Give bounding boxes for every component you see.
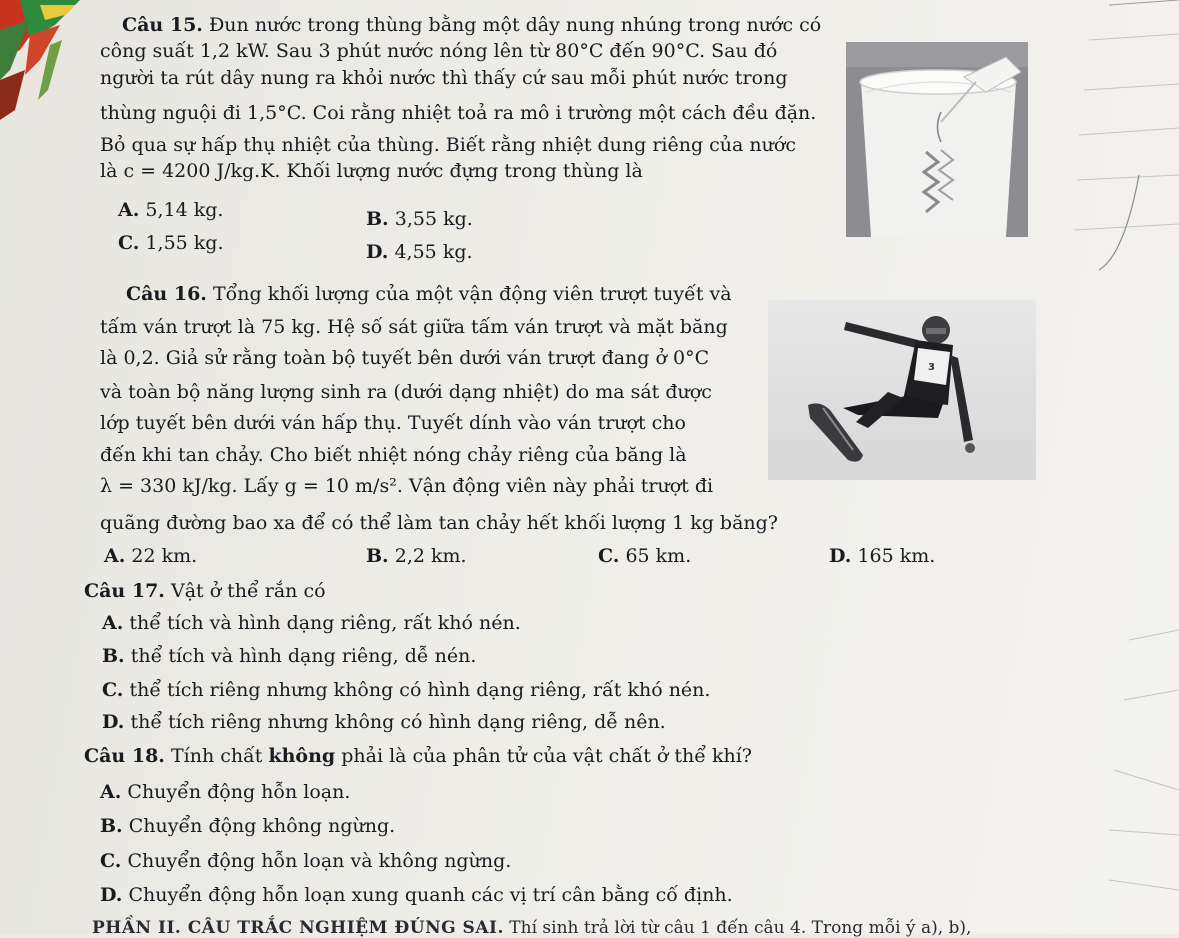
q15-line-2: công suất 1,2 kW. Sau 3 phút nước nóng lên từ 80°C đến 90°C. Sau đó <box>100 40 778 62</box>
q16-line-2: tấm ván trượt là 75 kg. Hệ số sát giữa tấm ván trượt và mặt băng <box>100 316 728 338</box>
q15-option-d: D. 4,55 kg. <box>366 241 473 263</box>
book-cover-edge <box>0 0 110 120</box>
q17-option-a: A. thể tích và hình dạng riêng, rất khó nén. <box>102 612 521 634</box>
q15-option-a: A. 5,14 kg. <box>118 199 224 221</box>
q15-line-5: Bỏ qua sự hấp thụ nhiệt của thùng. Biết rằng nhiệt dung riêng của nước <box>100 134 796 156</box>
q16-line-3: là 0,2. Giả sử rằng toàn bộ tuyết bên dưới ván trượt đang ở 0°C <box>100 347 710 369</box>
q18-option-c: C. Chuyển động hỗn loạn và không ngừng. <box>100 850 512 872</box>
q16-label: Câu 16. <box>126 283 207 305</box>
q17-label: Câu 17. <box>84 580 165 602</box>
snowboarder-figure <box>768 300 1036 480</box>
section-heading-part-2: PHẦN II. CÂU TRẮC NGHIỆM ĐÚNG SAI. Thí sinh trả lời từ câu 1 đến câu 4. Trong mỗi ý a), b), <box>92 918 972 938</box>
q16-line-7: λ = 330 kJ/kg. Lấy g = 10 m/s². Vận động viên này phải trượt đi <box>100 475 714 497</box>
q16-option-b: B. 2,2 km. <box>366 545 467 567</box>
q16-line-1: Câu 16. Tổng khối lượng của một vận động viên trượt tuyết và <box>126 283 732 305</box>
q18-option-b: B. Chuyển động không ngừng. <box>100 815 396 837</box>
q16-line-6: đến khi tan chảy. Cho biết nhiệt nóng chảy riêng của băng là <box>100 444 687 466</box>
svg-text:3: 3 <box>928 362 935 373</box>
q15-line-6: là c = 4200 J/kg.K. Khối lượng nước đựng trong thùng là <box>100 160 643 182</box>
q15-option-c: C. 1,55 kg. <box>118 232 224 254</box>
q15-text-1: Đun nước trong thùng bằng một dây nung nhúng trong nước có <box>208 14 822 36</box>
q16-line-5: lớp tuyết bên dưới ván hấp thụ. Tuyết dính vào ván trượt cho <box>100 412 686 434</box>
q15-line-3: người ta rút dây nung ra khỏi nước thì thấy cứ sau mỗi phút nước trong <box>100 67 788 89</box>
q16-option-a: A. 22 km. <box>104 545 198 567</box>
bucket-figure <box>846 42 1028 237</box>
q17-option-b: B. thể tích và hình dạng riêng, dễ nén. <box>102 645 477 667</box>
q16-line-8: quãng đường bao xa để có thể làm tan chảy hết khối lượng 1 kg băng? <box>100 512 778 534</box>
q18-label: Câu 18. <box>84 745 165 767</box>
snowboarder-photo-icon <box>768 300 1036 480</box>
q15-label: Câu 15. <box>122 14 203 36</box>
q17-option-c: C. thể tích riêng nhưng không có hình dạng riêng, rất khó nén. <box>102 679 711 701</box>
bucket-with-heater-icon <box>846 42 1028 237</box>
q15-line-4: thùng nguội đi 1,5°C. Coi rằng nhiệt toả ra mô i trường một cách đều đặn. <box>100 102 817 124</box>
q18-stem-emphasis: không <box>268 745 336 767</box>
q18-option-a: A. Chuyển động hỗn loạn. <box>100 781 351 803</box>
q18-stem: Câu 18. Tính chất không phải là của phân tử của vật chất ở thể khí? <box>84 745 752 767</box>
q16-option-c: C. 65 km. <box>598 545 692 567</box>
q18-option-d: D. Chuyển động hỗn loạn xung quanh các vị trí cân bằng cố định. <box>100 884 733 906</box>
q15-line-1 <box>122 14 821 36</box>
q17-stem: Câu 17. Vật ở thể rắn có <box>84 580 326 602</box>
q16-option-d: D. 165 km. <box>829 545 936 567</box>
q16-line-4: và toàn bộ năng lượng sinh ra (dưới dạng nhiệt) do ma sát được <box>100 381 712 403</box>
margin-ruled-lines <box>1069 0 1179 934</box>
q15-option-b: B. 3,55 kg. <box>366 208 473 230</box>
q17-option-d: D. thể tích riêng nhưng không có hình dạng riêng, dễ nên. <box>102 711 666 733</box>
